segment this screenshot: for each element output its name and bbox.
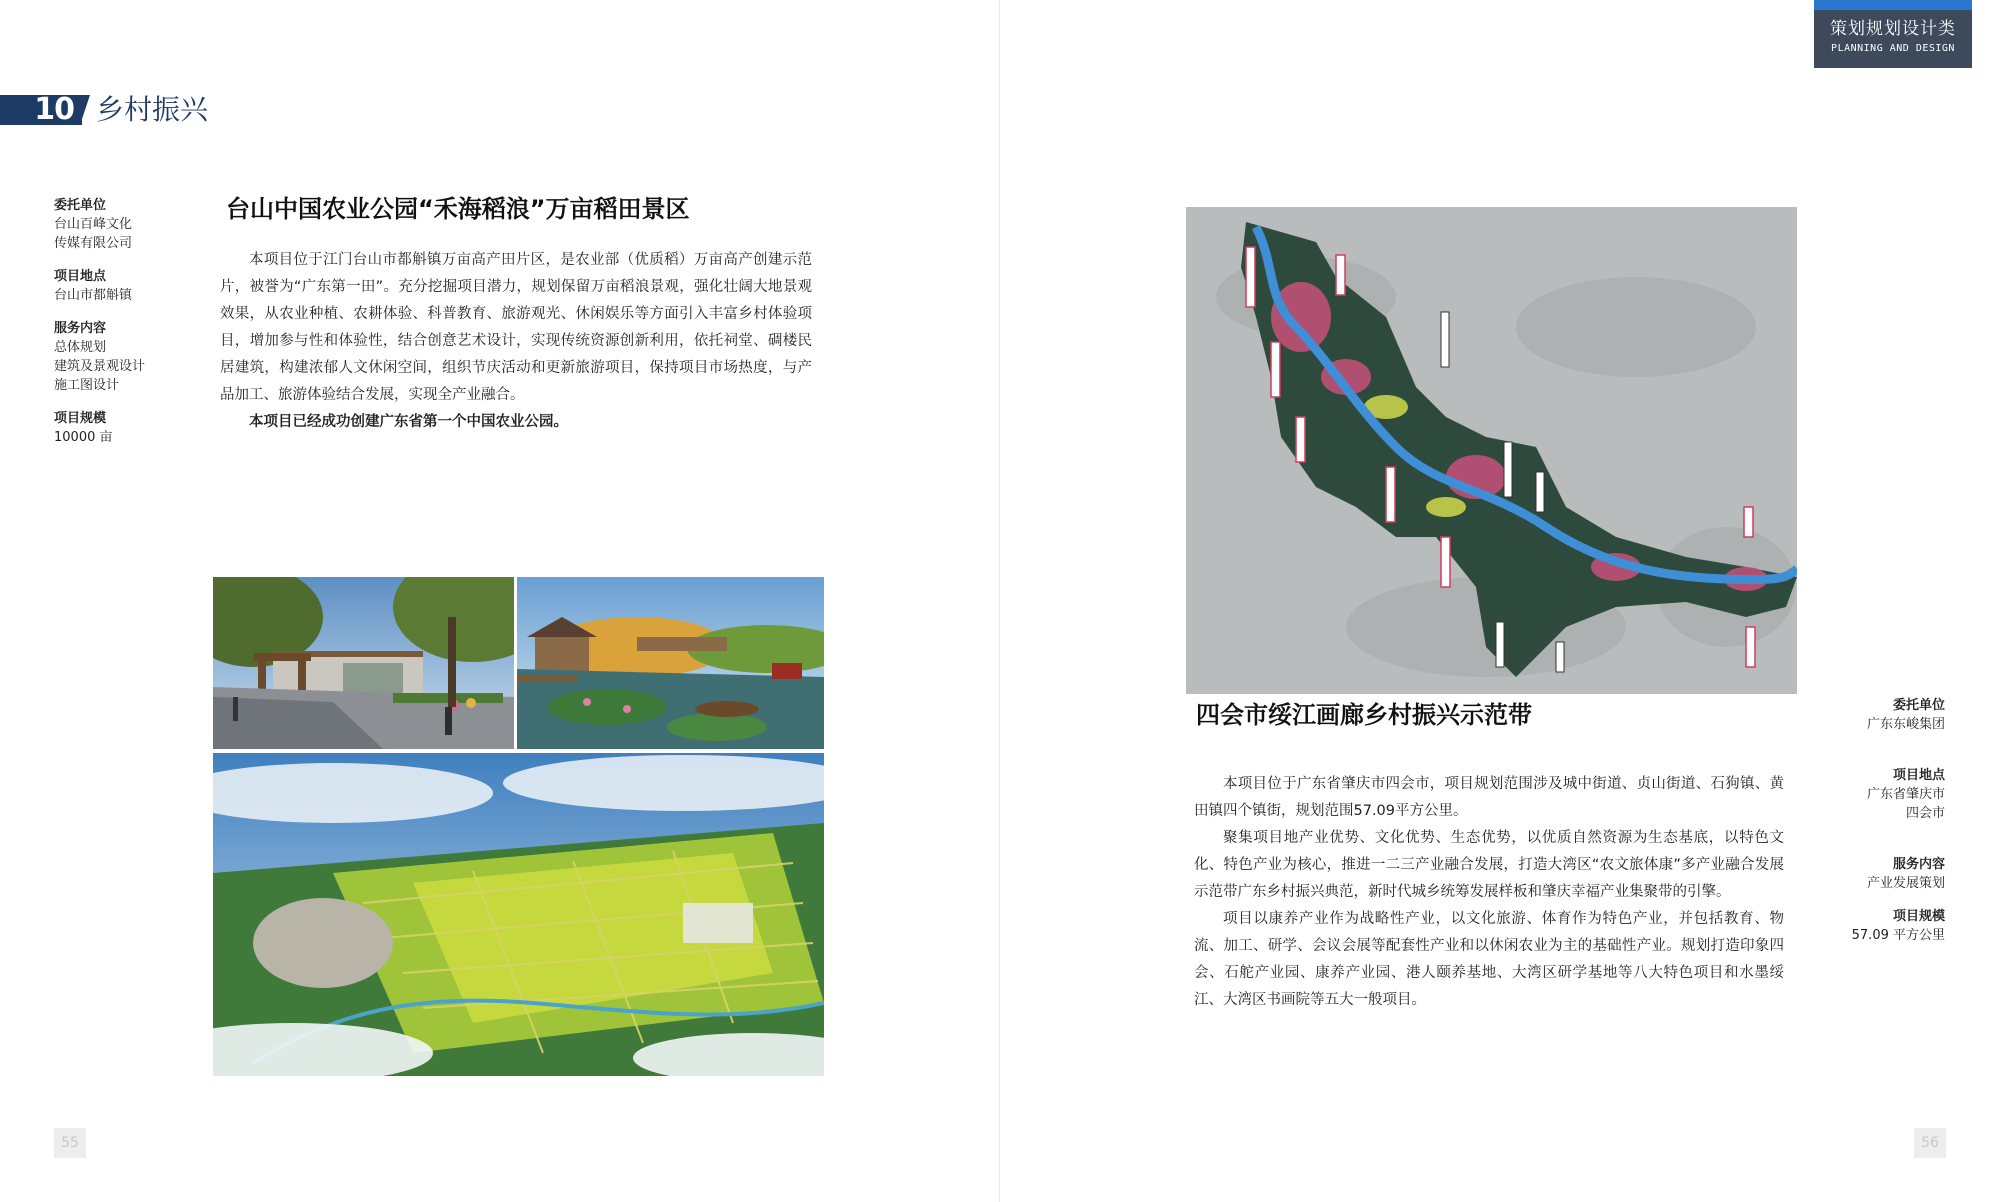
meta-services-label: 服务内容 — [54, 321, 107, 336]
meta-client — [1785, 696, 1945, 734]
meta-client — [54, 196, 194, 253]
section-number-badge: 10 — [0, 95, 82, 125]
meta-scale — [1785, 907, 1945, 945]
right-page — [1000, 0, 2000, 1202]
meta-client-value: 传媒有限公司 — [54, 236, 133, 251]
left-project-body — [220, 247, 812, 436]
category-tab — [1814, 0, 1972, 68]
meta-service-item: 建筑及景观设计 — [54, 359, 146, 374]
meta-location-label: 项目地点 — [1892, 768, 1945, 783]
meta-location — [54, 267, 194, 305]
section-title: 乡村振兴 — [96, 93, 209, 126]
meta-location-value: 四会市 — [1905, 806, 1945, 821]
meta-services-label: 服务内容 — [1892, 857, 1945, 872]
body-paragraph: 聚集项目地产业优势、文化优势、生态优势，以优质自然资源为生态基底，以特色文化、特色产业为核心，推进一二三产业融合发展，打造大湾区“农文旅体康”多产业融合发展示范带广东乡村振兴典范，新时代城乡统筹发展样板和肇庆幸福产业集聚带的引擎。 — [1194, 830, 1784, 900]
meta-service-item: 产业发展策划 — [1866, 876, 1945, 891]
rice-field-aerial-render — [213, 753, 824, 1076]
meta-scale-value: 57.09 平方公里 — [1851, 928, 1945, 943]
right-project-meta — [1785, 696, 1945, 977]
right-project-title: 四会市绥江画廊乡村振兴示范带 — [1196, 701, 1532, 729]
meta-scale-label: 项目规模 — [54, 411, 107, 426]
page-number-left: 55 — [54, 1128, 86, 1158]
meta-scale-label: 项目规模 — [1892, 909, 1945, 924]
meta-location-value: 广东省肇庆市 — [1866, 787, 1945, 802]
meta-location-label: 项目地点 — [54, 269, 107, 284]
lotus-pond-photo — [517, 577, 824, 749]
suijiang-plan-satellite-map — [1186, 207, 1797, 694]
meta-location — [1785, 766, 1945, 823]
category-cn: 策划规划设计类 — [1830, 19, 1956, 39]
meta-client-value: 台山百峰文化 — [54, 217, 133, 232]
meta-service-item: 总体规划 — [54, 340, 107, 355]
meta-client-label: 委托单位 — [54, 198, 107, 213]
meta-scale-value: 10000 亩 — [54, 430, 113, 445]
meta-scale — [54, 409, 194, 447]
section-badge-slant — [80, 95, 90, 125]
meta-client-value: 广东东峻集团 — [1866, 717, 1945, 732]
right-project-body — [1194, 771, 1784, 1014]
left-project-title: 台山中国农业公园“禾海稻浪”万亩稻田景区 — [226, 195, 690, 223]
body-paragraph: 项目以康养产业作为战略性产业，以文化旅游、体育作为特色产业，并包括教育、物流、加工、研学、会议会展等配套性产业和以休闲农业为主的基础性产业。规划打造印象四会、石舵产业园、康养产业园、港人颐养基地、大湾区研学基地等八大特色项目和水墨绥江、大湾区书画院等五大一般项目。 — [1194, 911, 1784, 1008]
body-paragraph: 本项目位于广东省肇庆市四会市，项目规划范围涉及城中街道、贞山街道、石狗镇、黄田镇四个镇街，规划范围57.09平方公里。 — [1194, 776, 1784, 819]
meta-location-value: 台山市都斛镇 — [54, 288, 133, 303]
page-number-right: 56 — [1914, 1128, 1946, 1158]
body-paragraph: 本项目位于江门台山市都斛镇万亩高产田片区，是农业部（优质稻）万亩高产创建示范片，被誉为“广东第一田”。充分挖掘项目潜力，规划保留万亩稻浪景观，强化壮阔大地景观效果，从农业种植、农耕体验、科普教育、旅游观光、休闲娱乐等方面引入丰富乡村体验项目，增加参与性和体验性，结合创意艺术设计，实现传统资源创新利用，依托祠堂、碉楼民居建筑，构建浓郁人文休闲空间，组织节庆活动和更新旅游项目，保持项目市场热度，与产品加工、旅游体验结合发展，实现全产业融合。 — [220, 252, 812, 403]
pavilion-plaza-photo — [213, 577, 514, 749]
category-en: PLANNING AND DESIGN — [1831, 43, 1955, 54]
meta-service-item: 施工图设计 — [54, 378, 120, 393]
left-project-meta — [54, 196, 194, 461]
meta-services — [1785, 855, 1945, 893]
body-paragraph-highlight: 本项目已经成功创建广东省第一个中国农业公园。 — [249, 414, 568, 430]
meta-client-label: 委托单位 — [1892, 698, 1945, 713]
meta-services — [54, 319, 194, 395]
